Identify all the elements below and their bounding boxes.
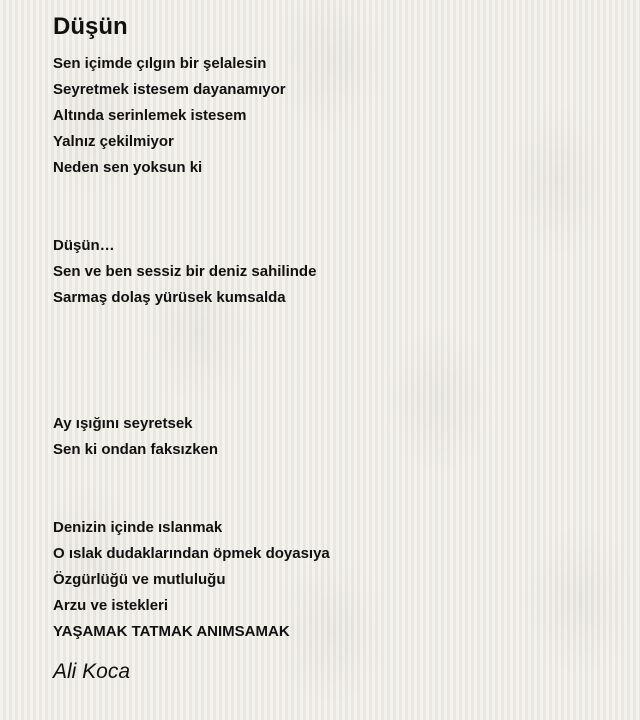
poem-line: Altında serinlemek istesem [53,107,247,124]
poem-line: Sen ki ondan faksızken [53,441,219,458]
poem-author: Ali Koca [53,660,131,683]
poem-line: Neden sen yoksun ki [53,159,203,176]
poem-line: Düşün… [53,237,115,254]
poem-title: Düşün [53,13,128,40]
poem-line: Denizin içinde ıslanmak [53,519,223,536]
poem-line: Sarmaş dolaş yürüsek kumsalda [53,289,286,306]
poem-line: Özgürlüğü ve mutluluğu [53,571,226,588]
poem-line: YAŞAMAK TATMAK ANIMSAMAK [53,623,290,640]
poem-line: Arzu ve istekleri [53,597,169,614]
poem-line: Sen içimde çılgın bir şelalesin [53,55,267,72]
poem-line: Seyretmek istesem dayanamıyor [53,81,286,98]
poem-line: Sen ve ben sessiz bir deniz sahilinde [53,263,317,280]
poem-line: Yalnız çekilmiyor [53,133,174,150]
poem-line: Ay ışığını seyretsek [53,415,193,432]
poem-line: O ıslak dudaklarından öpmek doyasıya [53,545,330,562]
